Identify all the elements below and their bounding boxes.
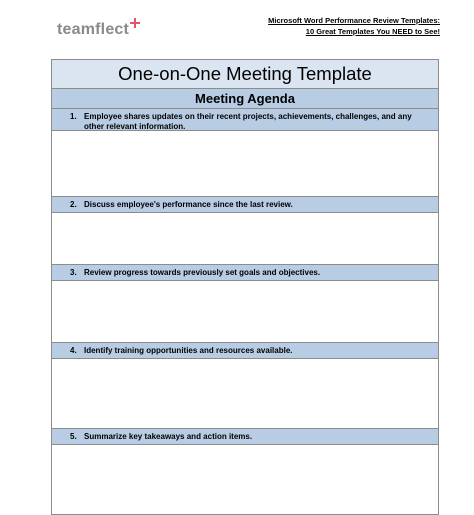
agenda-item-1: [52, 109, 438, 131]
document-title: One-on-One Meeting Template: [52, 60, 438, 89]
header-link[interactable]: [268, 16, 440, 37]
notes-area-1[interactable]: [52, 131, 438, 197]
agenda-item-text: Review progress towards previously set goals and objectives.: [84, 268, 321, 277]
logo-text: teamflect: [57, 21, 130, 38]
agenda-item-number: 4.: [70, 346, 77, 355]
agenda-item-number: 5.: [70, 432, 77, 441]
header-link-line-1[interactable]: Microsoft Word Performance Review Templates:: [268, 16, 440, 25]
agenda-item-5: [52, 429, 438, 445]
agenda-item-number: 2.: [70, 200, 77, 209]
agenda-item-text: Employee shares updates on their recent projects, achievements, challenges, and any other relevant information.: [84, 112, 412, 131]
agenda-item-3: [52, 265, 438, 281]
agenda-item-text: Identify training opportunities and resources available.: [84, 346, 293, 355]
meeting-template-table: [51, 59, 439, 515]
agenda-item-text: Discuss employee's performance since the last review.: [84, 200, 293, 209]
notes-area-2[interactable]: [52, 213, 438, 265]
section-heading: Meeting Agenda: [52, 89, 438, 109]
agenda-item-2: [52, 197, 438, 213]
plus-icon: [130, 18, 140, 30]
notes-area-4[interactable]: [52, 359, 438, 429]
agenda-item-text: Summarize key takeaways and action items.: [84, 432, 253, 441]
agenda-item-number: 3.: [70, 268, 77, 277]
notes-area-5[interactable]: [52, 445, 438, 514]
header-link-line-2[interactable]: 10 Great Templates You NEED to See!: [305, 26, 440, 36]
agenda-item-number: 1.: [70, 112, 77, 121]
teamflect-logo: [57, 22, 140, 42]
agenda-item-4: [52, 343, 438, 359]
notes-area-3[interactable]: [52, 281, 438, 343]
